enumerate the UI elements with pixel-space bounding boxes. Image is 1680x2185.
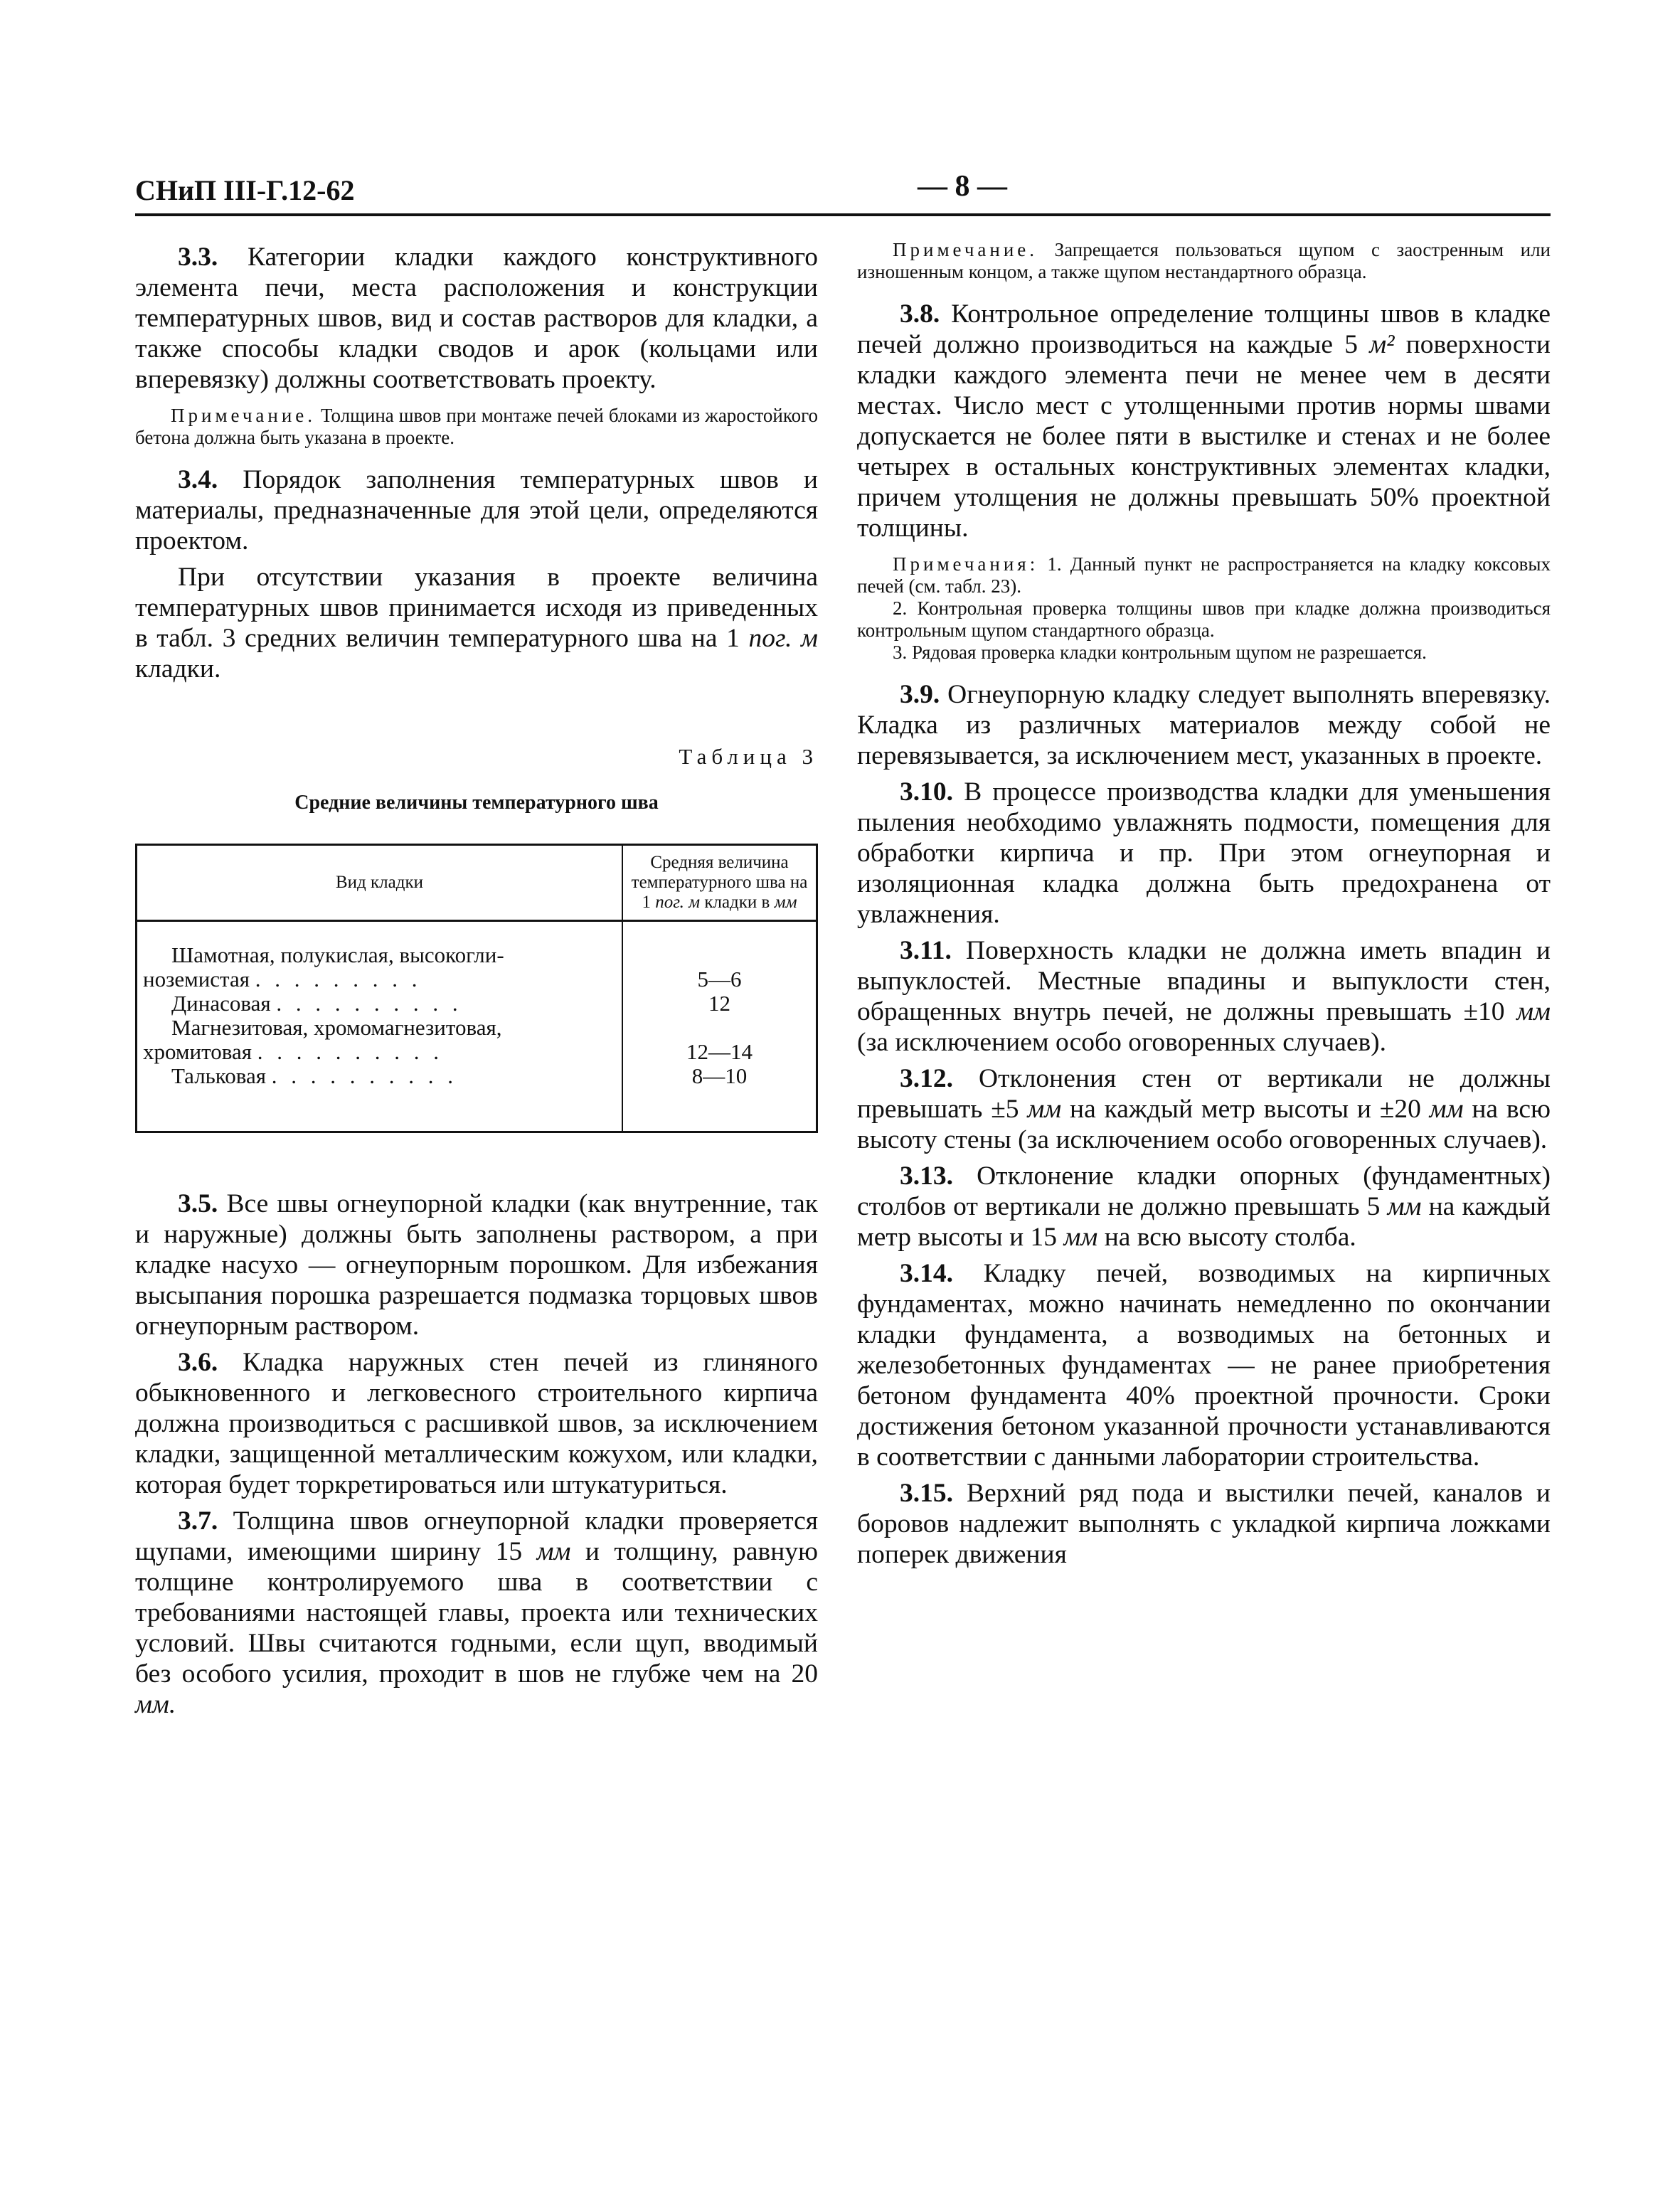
table-header-value xyxy=(622,845,817,921)
clause-text: Кладка наружных стен печей из глиняного обыкновенного и легковесного строительного кирпича должна производиться с расшивкой швов, за исключением кладки, защищенной металлическим кожухом, или кладки, которая будет торкретироваться или штукатуриться. xyxy=(135,1348,819,1499)
clause-text: кладки. xyxy=(135,654,221,684)
clause-text: При отсутствии указания в проекте величина температурных швов принимается исходя из приведенных в табл. 3 средних величин температурного шва на 1 xyxy=(135,563,818,653)
paragraph-3-11 xyxy=(857,935,1551,1058)
clause-number: 3.13. xyxy=(900,1161,953,1191)
table-cell-empty xyxy=(137,1088,623,1132)
clause-text: Контрольное определение толщины швов в кладке печей должно производиться на каждые 5 xyxy=(857,299,1551,359)
right-column xyxy=(857,239,1551,1575)
page-number: — 8 — xyxy=(918,170,1007,203)
clause-text: Кладку печей, возводимых на кирпичных фундаментах, можно начинать немедленно по окончании кладки фундамента, а возводимых на бетонных и железобетонных фундаментах — не ранее приобретения бетоном фундамента 40% проектной прочности. Сроки достижения бетоном указанной прочности устанавливаются в соответствии с данными лаборатории строительства. xyxy=(857,1259,1551,1472)
page-header xyxy=(135,169,1543,212)
table-row xyxy=(137,992,817,1016)
note-label: Примечание. xyxy=(171,405,317,426)
paragraph-3-15 xyxy=(857,1478,1551,1570)
clause-text: Отклонения стен от вертикали не должны превышать ±5 xyxy=(857,1064,1551,1124)
row-label: Шамотная, полукислая, высокогли- xyxy=(171,942,504,967)
paragraph-3-10 xyxy=(857,777,1551,930)
row-label: Динасовая xyxy=(171,991,271,1016)
paragraph-3-4-continued xyxy=(135,562,818,684)
unit: мм xyxy=(774,893,797,912)
table-cell-kind xyxy=(137,1064,623,1088)
paragraph-3-7 xyxy=(135,1506,818,1720)
notes-3-8 xyxy=(857,553,1551,664)
notes-label: Примечания: xyxy=(893,553,1039,575)
left-column xyxy=(135,242,818,1726)
row-value: 5—6 xyxy=(697,967,742,992)
header-text: Средняя величина температурного шва на 1 xyxy=(631,853,808,912)
paragraph-3-13 xyxy=(857,1161,1551,1253)
paragraph-3-14 xyxy=(857,1258,1551,1472)
table-title: Средние величины температурного шва xyxy=(294,792,659,814)
clause-number: 3.7. xyxy=(178,1506,218,1536)
clause-text: Поверхность кладки не должна иметь впадин и выпуклостей. Местные впадины и выпуклости стен, обращенных внутрь печей, не должны превышать ±10 xyxy=(857,936,1551,1026)
table-cell-empty xyxy=(622,1088,817,1132)
paragraph-3-12 xyxy=(857,1063,1551,1155)
paragraph-3-3 xyxy=(135,242,818,395)
note-item: 3. Рядовая проверка кладки контрольным щупом не разрешается. xyxy=(893,642,1427,663)
paragraph-3-6 xyxy=(135,1347,818,1500)
row-label: Магнезитовая, хромомагнезитовая, xyxy=(171,1015,502,1040)
note-3-3 xyxy=(135,405,818,449)
unit: мм xyxy=(1429,1095,1464,1124)
unit: пог. м xyxy=(655,893,701,912)
row-label: Тальковая xyxy=(171,1063,267,1088)
clause-number: 3.14. xyxy=(900,1259,953,1288)
paragraph-3-8 xyxy=(857,299,1551,543)
clause-text: Верхний ряд пода и выстилки печей, каналов и боровов надлежит выполнять с укладкой кирпича ложками поперек движения xyxy=(857,1479,1551,1569)
clause-text: Порядок заполнения температурных швов и материалы, предназначенные для этой цели, определяются проектом. xyxy=(135,465,818,555)
clause-text: на всю высоту столба. xyxy=(1104,1223,1356,1252)
header-text: кладки в xyxy=(704,893,770,912)
clause-text: Категории кладки каждого конструктивного элемента печи, места расположения и конструкции температурных швов, вид и состав растворов для кладки, а также способы кладки сводов и арок (кольцами или вперевязку) должны соответствовать проекту. xyxy=(135,243,819,394)
unit: мм xyxy=(1027,1095,1062,1124)
unit: мм xyxy=(536,1537,571,1566)
clause-number: 3.8. xyxy=(900,299,940,329)
table-cell-kind xyxy=(137,992,623,1016)
table-row xyxy=(137,1016,817,1064)
unit: м² xyxy=(1369,330,1395,359)
note-text: Толщина швов при монтаже печей блоками из жаростойкого бетона должна быть указана в проекте. xyxy=(135,405,819,448)
clause-text: Отклонение кладки опорных (фундаментных) столбов от вертикали не должно превышать 5 xyxy=(857,1161,1551,1221)
unit: пог. м xyxy=(748,624,818,653)
unit: мм. xyxy=(135,1690,176,1719)
paragraph-3-5 xyxy=(135,1189,818,1341)
note-item: 2. Контрольная проверка толщины швов при кладке должна производиться контрольным щупом стандартного образца. xyxy=(857,597,1551,641)
clause-number: 3.4. xyxy=(178,465,218,494)
note-item: 1. Данный пункт не распространяется на кладку коксовых печей (см. табл. 23). xyxy=(857,553,1551,597)
clause-number: 3.9. xyxy=(900,680,940,709)
table-row xyxy=(137,921,817,992)
header-rule xyxy=(135,213,1551,216)
leader-dots: . . . . . . . . . . xyxy=(271,1063,458,1088)
leader-dots: . . . . . . . . . . xyxy=(257,1039,444,1064)
row-value: 8—10 xyxy=(622,1064,817,1088)
clause-number: 3.3. xyxy=(178,243,218,272)
clause-number: 3.11. xyxy=(900,936,952,965)
clause-text: на каждый метр высоты и ±20 xyxy=(1070,1095,1421,1124)
clause-text: поверхности кладки каждого элемента печи не менее чем в десяти местах. Число мест с утолщенными против нормы швами допускается не более пяти в выстилке и стенах и не более четырех в остальных конструктивных элементах кладки, причем утолщения не должны превышать 50% проектной толщины. xyxy=(857,330,1551,543)
table-cell-kind xyxy=(137,921,623,992)
clause-number: 3.15. xyxy=(900,1479,953,1508)
note-label: Примечание. xyxy=(893,239,1038,260)
joint-size-table xyxy=(135,844,818,1133)
row-value: 12 xyxy=(622,992,817,1016)
clause-text: на всю высоту стены (за исключением особо оговоренных случаев). xyxy=(857,1095,1551,1154)
paragraph-3-9 xyxy=(857,679,1551,771)
clause-text: Огнеупорную кладку следует выполнять вперевязку. Кладка из различных материалов между собой не перевязывается, за исключением мест, указанных в проекте. xyxy=(857,680,1551,770)
table-cell-kind xyxy=(137,1016,623,1064)
row-label: ноземистая xyxy=(143,967,250,992)
unit: мм xyxy=(1516,997,1551,1026)
clause-number: 3.10. xyxy=(900,777,953,807)
unit: мм xyxy=(1063,1223,1098,1252)
table-bottom xyxy=(137,1088,817,1132)
leader-dots: . . . . . . . . . xyxy=(255,967,422,992)
clause-text: Толщина швов огнеупорной кладки проверяется щупами, имеющими ширину 15 xyxy=(135,1506,818,1566)
table-row xyxy=(137,1064,817,1088)
table-cell-value xyxy=(622,921,817,992)
table-header-kind: Вид кладки xyxy=(137,845,623,921)
clause-number: 3.12. xyxy=(900,1064,953,1093)
clause-number: 3.5. xyxy=(178,1189,218,1218)
clause-text: и толщину, равную толщине контролируемого шва в соответствии с требованиями настоящей главы, проекта или технических условий. Швы считаются годными, если щуп, вводимый без особого усилия, проходит в шов не глубже чем на 20 xyxy=(135,1537,819,1689)
leader-dots: . . . . . . . . . . xyxy=(276,991,462,1016)
clause-number: 3.6. xyxy=(178,1348,218,1377)
note-text: Запрещается пользоваться щупом с заостренным или изношенным концом, а также щупом нестандартного образца. xyxy=(857,239,1551,282)
document-code: СНиП III-Г.12-62 xyxy=(135,174,355,206)
paragraph-3-4 xyxy=(135,464,818,556)
table-label: Таблица 3 xyxy=(679,744,818,769)
unit: мм xyxy=(1387,1192,1422,1221)
row-label: хромитовая xyxy=(143,1039,252,1064)
row-value: 12—14 xyxy=(686,1039,753,1064)
clause-text: Все швы огнеупорной кладки (как внутренние, так и наружные) должны быть заполнены раствором, а при кладке насухо — огнеупорным порошком. Для избежания высыпания порошка разрешается подмазка торцовых швов огнеупорным раствором. xyxy=(135,1189,819,1341)
clause-text: В процессе производства кладки для уменьшения пыления необходимо увлажнять подмости, помещения для обработки кирпича и пр. При этом огнеупорная и изоляционная кладка должна быть предохранена от увлажнения. xyxy=(857,777,1551,929)
clause-text: (за исключением особо оговоренных случаев). xyxy=(857,1028,1387,1057)
clause-text: на каждый метр высоты и 15 xyxy=(857,1192,1551,1252)
note-3-7 xyxy=(857,239,1551,283)
table-cell-value xyxy=(622,1016,817,1064)
